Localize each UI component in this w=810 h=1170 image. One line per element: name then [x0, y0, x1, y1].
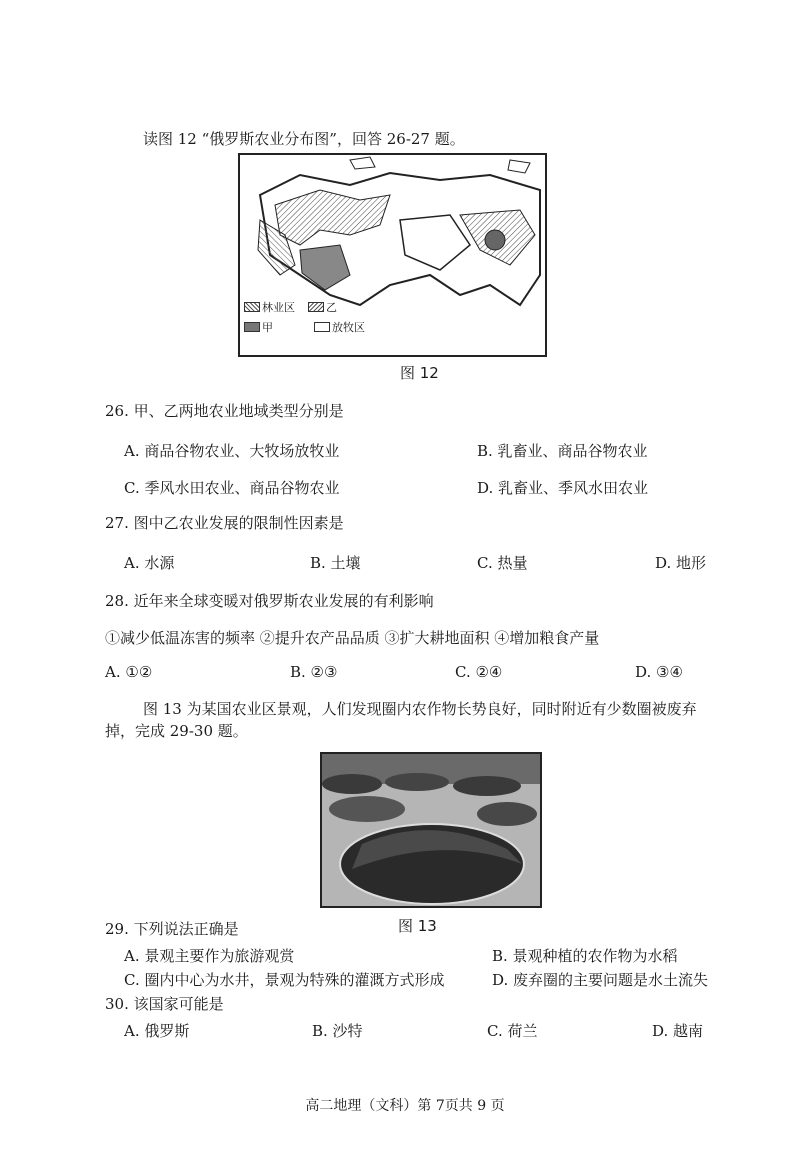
intro-29-30-line1: 图 13 为某国农业区景观，人们发现圈内农作物长势良好，同时附近有少数圈被废弃: [143, 700, 697, 718]
legend-yi: 乙: [308, 299, 337, 315]
legend-grazing: 放牧区: [314, 319, 365, 335]
q28-option-c: C. ②④: [455, 663, 503, 681]
q28-option-d: D. ③④: [635, 663, 683, 681]
q30-option-c: C. 荷兰: [487, 1022, 538, 1040]
q27-option-d: D. 地形: [655, 554, 707, 572]
q26-option-d: D. 乳畜业、季风水田农业: [477, 479, 649, 497]
q26-option-c: C. 季风水田农业、商品谷物农业: [124, 479, 340, 497]
q30-option-a: A. 俄罗斯: [124, 1022, 190, 1040]
center-pivot-irrigation-photo: [320, 752, 542, 908]
q28-items: ①减少低温冻害的频率 ②提升农产品品质 ③扩大耕地面积 ④增加粮食产量: [105, 629, 600, 647]
q27-option-a: A. 水源: [124, 554, 175, 572]
q29-option-a: A. 景观主要作为旅游观赏: [124, 947, 295, 965]
q30-option-d: D. 越南: [652, 1022, 704, 1040]
q26-option-a: A. 商品谷物农业、大牧场放牧业: [124, 442, 340, 460]
russia-agriculture-map: [238, 153, 547, 357]
intro-29-30-line2: 掉，完成 29-30 题。: [105, 722, 248, 740]
q26-option-b: B. 乳畜业、商品谷物农业: [477, 442, 648, 460]
q30-stem: 30. 该国家可能是: [105, 995, 224, 1013]
legend-forestry: 林业区: [244, 299, 295, 315]
q30-option-b: B. 沙特: [312, 1022, 363, 1040]
q28-option-a: A. ①②: [105, 663, 153, 681]
page-footer: 高二地理（文科）第 7页共 9 页: [305, 1098, 505, 1114]
q29-option-d: D. 废弃圈的主要问题是水土流失: [492, 971, 709, 989]
legend-jia: 甲: [244, 319, 273, 335]
intro-26-27: 读图 12 “俄罗斯农业分布图”，回答 26-27 题。: [143, 130, 465, 148]
figure-13-caption: 图 13: [398, 917, 437, 935]
figure-12-caption: 图 12: [400, 364, 439, 382]
q27-option-c: C. 热量: [477, 554, 528, 572]
q29-option-b: B. 景观种植的农作物为水稻: [492, 947, 678, 965]
photo-drawing: [322, 754, 540, 906]
map-drawing: [240, 155, 545, 355]
q29-stem: 29. 下列说法正确是: [105, 920, 239, 938]
q26-stem: 26. 甲、乙两地农业地域类型分别是: [105, 402, 344, 420]
q27-option-b: B. 土壤: [310, 554, 361, 572]
q28-option-b: B. ②③: [290, 663, 338, 681]
q29-option-c: C. 圈内中心为水井，景观为特殊的灌溉方式形成: [124, 971, 445, 989]
q28-stem: 28. 近年来全球变暖对俄罗斯农业发展的有利影响: [105, 592, 434, 610]
q27-stem: 27. 图中乙农业发展的限制性因素是: [105, 514, 344, 532]
